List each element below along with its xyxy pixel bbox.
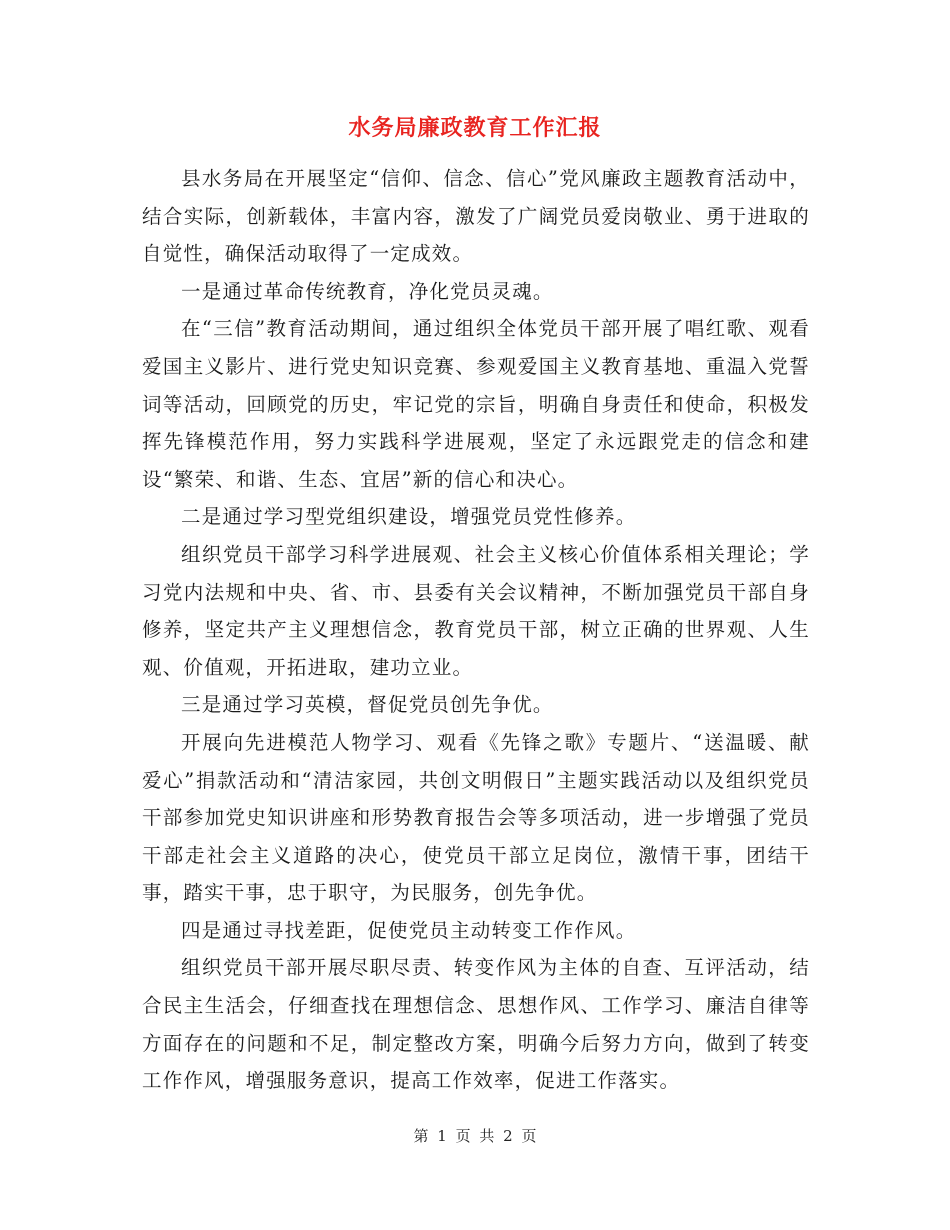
section-heading-3: 三是通过学习英模，督促党员创先争优。 (181, 693, 554, 717)
intro-paragraph: 县水务局在开展坚定“信仰、信念、信心”党风廉政主题教育活动中，结合实际，创新载体，丰富内容，激发了广阔党员爱岗敬业、勇于进取的自觉性，确保活动取得了一定成效。 (142, 167, 810, 266)
section-paragraph-4: 组织党员干部开展尽职尽责、转变作风为主体的自查、互评活动，结合民主生活会，仔细查找在理想信念、思想作风、工作学习、廉洁自律等方面存在的问题和不足，制定整改方案，明确今后努力方向，做到了转变工作作风，增强服务意识，提高工作效率，促进工作落实。 (142, 956, 810, 1093)
section-paragraph-3: 开展向先进模范人物学习、观看《先锋之歌》专题片、“送温暖、献爱心”捐款活动和“清洁家园，共创文明假日”主题实践活动以及组织党员干部参加党史知识讲座和形势教育报告会等多项活动，进一步增强了党员干部走社会主义道路的决心，使党员干部立足岗位，激情干事，团结干事，踏实干事，忠于职守，为民服务，创先争优。 (142, 730, 810, 905)
section-heading-2: 二是通过学习型党组织建设，增强党员党性修养。 (181, 505, 637, 529)
section-heading-4: 四是通过寻找差距，促使党员主动转变工作作风。 (181, 918, 637, 942)
section-paragraph-2: 组织党员干部学习科学进展观、社会主义核心价值体系相关理论；学习党内法规和中央、省、市、县委有关会议精神，不断加强党员干部自身修养，坚定共产主义理想信念，教育党员干部，树立正确的世界观、人生观、价值观，开拓进取，建功立业。 (142, 542, 810, 679)
page-number-footer: 第 1 页 共 2 页 (413, 1127, 537, 1145)
section-paragraph-1: 在“三信”教育活动期间，通过组织全体党员干部开展了唱红歌、观看爱国主义影片、进行党史知识竞赛、参观爱国主义教育基地、重温入党誓词等活动，回顾党的历史，牢记党的宗旨，明确自身责任和使命，积极发挥先锋模范作用，努力实践科学进展观，坚定了永远跟党走的信念和建设“繁荣、和谐、生态、宜居”新的信心和决心。 (142, 317, 810, 491)
document-body (142, 160, 810, 1100)
document-title: 水务局廉政教育工作汇报 (348, 115, 602, 141)
section-heading-1: 一是通过革命传统教育，净化党员灵魂。 (181, 279, 554, 303)
